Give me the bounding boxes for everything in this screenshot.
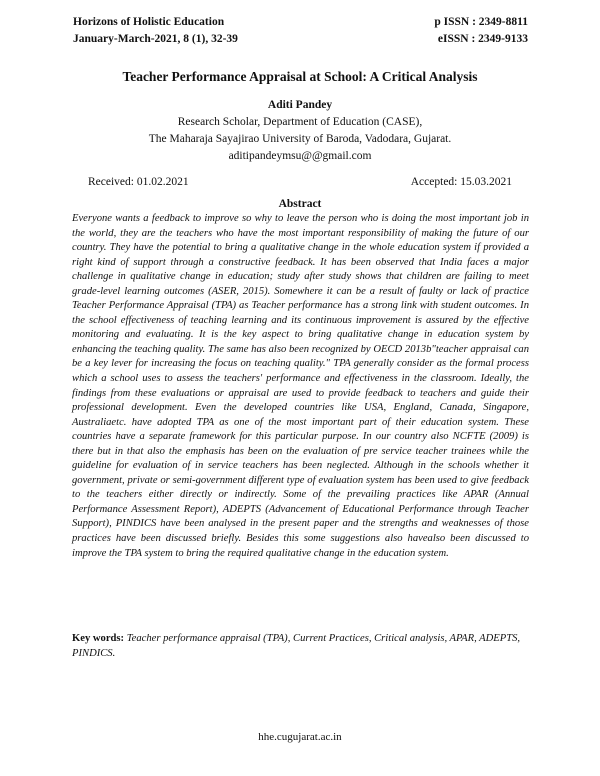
footer-url: hhe.cugujarat.ac.in xyxy=(258,731,342,743)
keywords-label: Key words: xyxy=(72,633,125,644)
paper-title: Teacher Performance Appraisal at School: A Critical Analysis xyxy=(122,69,478,84)
print-issn: p ISSN : 2349-8811 xyxy=(434,16,528,28)
abstract-heading: Abstract xyxy=(278,198,322,210)
keywords xyxy=(72,632,529,661)
journal-header xyxy=(73,14,238,48)
author-email: aditipandeymsu@@gmail.com xyxy=(228,150,372,162)
journal-name: Horizons of Holistic Education xyxy=(73,16,225,28)
author-role: Research Scholar, Department of Education (CASE), xyxy=(177,116,423,128)
author-name: Aditi Pandey xyxy=(267,99,333,111)
keywords-text: Teacher performance appraisal (TPA), Current Practices, Critical analysis, APAR, ADEPTS, PINDICS. xyxy=(72,633,521,659)
journal-issue: January-March-2021, 8 (1), 32-39 xyxy=(73,33,238,45)
received-date: Received: 01.02.2021 xyxy=(88,176,189,188)
accepted-date: Accepted: 15.03.2021 xyxy=(410,176,512,188)
abstract-text: Everyone wants a feedback to improve so why to leave the person who is doing the most important job in the world, they are the teachers who have the most important responsibility of making the future of our country. They have the potential to bring a qualitative change in the whole education system if provided a right kind of support through a constructive feedback. It has been observed that India faces a major challenge in qualitative change in education; study after study shows that children are failing to meet grade-level learning outcomes (ASER, 2015). Somewhere it can be a result of faulty or lack of practice Teacher Performance Appraisal (TPA) as Teacher performance has a strong link with student outcomes. In the school effectiveness of teaching learning and its continuous improvement is assured by the effective monitoring and evaluating. It is the key aspect to bring qualitative change in education system by enhancing the teaching quality. The same has also been recognized by OECD 2013b"teacher appraisal can be a key lever for increasing the focus on teaching quality." TPA generally consider as the formal process which a school uses to assess the teachers' performance and effectiveness in the classroom. Ideally, the findings from these evaluations or appraisal are used to provide feedback to teachers and guide their professional development. Even the developed countries like USA, England, Canada, Singapore, Australiaetc. have adopted TPA as one of the most important part of their education system. These countries have a separate framework for this particular purpose. In our country also NCFTE (2009) is there but in that also the emphasis has been on the evaluation of pre service teacher trainees while the guideline for evaluation of in service teachers has been neglected. Although in the schools whether it government, private or semi-government different type of evaluation system has been used to give feedback to the teachers either directly or indirectly. Some of the prevailing practices like APAR (Annual Performance Assessment Report), ADEPTS (Advancement of Educational Performance through Teacher Support), PINDICS have been analysed in the present paper and the strengths and weaknesses of those practices have been discussed briefly. Besides this some suggestions also havealso been discussed to improve the TPA system to bring the required qualitative change in the education system. xyxy=(72,213,529,559)
author-affiliation: The Maharaja Sayajirao University of Baroda, Vadodara, Gujarat. xyxy=(148,133,452,145)
author-block xyxy=(0,97,600,165)
electronic-issn: eISSN : 2349-9133 xyxy=(437,33,528,45)
issn-header xyxy=(434,14,528,48)
